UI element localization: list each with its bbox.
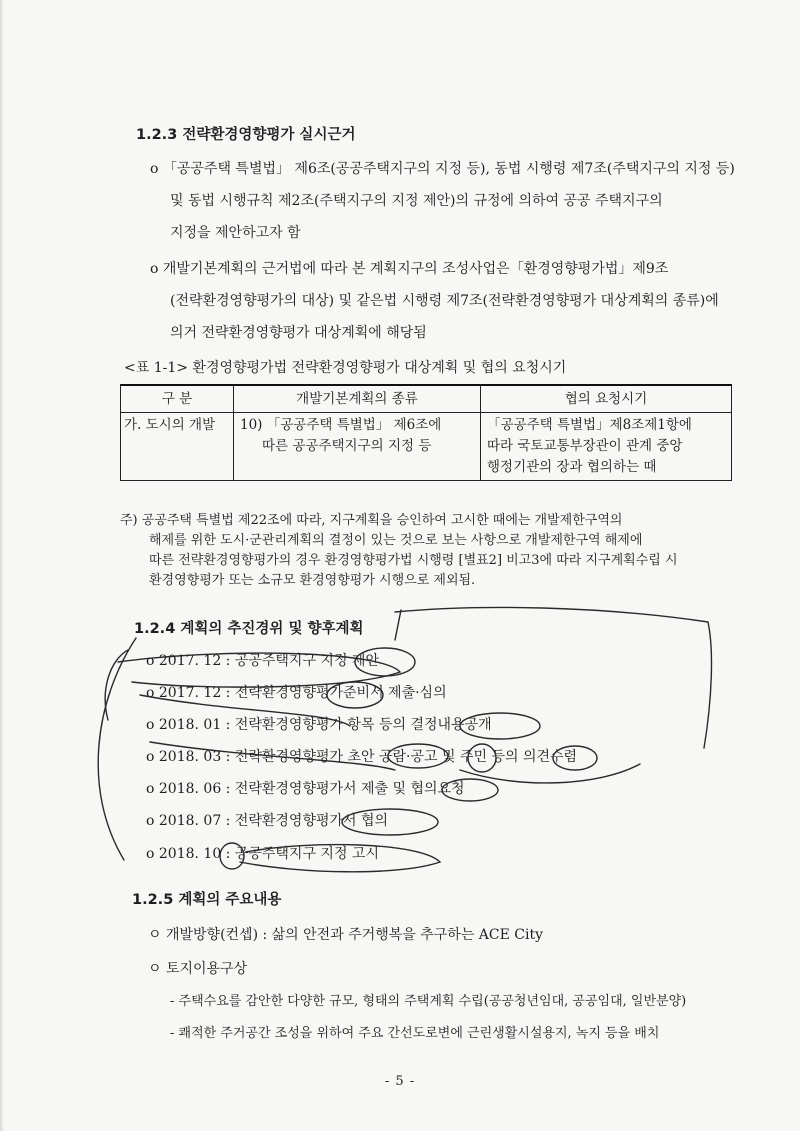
page-number: - 5 - <box>384 1074 416 1089</box>
schedule-item-6: o 2018. 07 : 전략환경영향평가서 협의 <box>146 813 389 829</box>
schedule-item-1: o 2017. 12 : 공공주택지구 지정 제안 <box>146 653 379 669</box>
note-line1: 주) 공공주택 특별법 제22조에 따라, 지구계획을 승인하여 고시한 때에는 개발제한구역의 <box>120 513 623 528</box>
table-row <box>121 413 732 481</box>
schedule-item-4: o 2018. 03 : 전략환경영향평가 초안 공람·공고 및 주민 등의 의견수렴 <box>146 749 578 765</box>
section-125-title: 1.2.5 계획의 주요내용 <box>132 892 282 908</box>
table-cell-timing-line2: 따라 국토교통부장관이 관계 중앙 <box>487 438 683 454</box>
section-123-bullet2-line3: 의거 전략환경영향평가 대상계획에 해당됨 <box>170 325 427 341</box>
table-header-category: 구 분 <box>121 385 234 413</box>
plan-table <box>120 384 732 481</box>
section-123-bullet1-line2: 및 동법 시행규칙 제2조(주택지구의 지정 제안)의 규정에 의하여 공공 주택지구의 <box>170 193 663 209</box>
table-cell-timing-line1: 「공공주택 특별법」제8조제1항에 <box>487 417 692 433</box>
section-125-bullet1: ㅇ 개발방향(컨셉) : 삶의 안전과 주거행복을 추구하는 ACE City <box>148 927 544 943</box>
table-cell-timing <box>481 413 732 481</box>
note-line2: 해제를 위한 도시·군관리계획의 결정이 있는 것으로 보는 사항으로 개발제한구역 해제에 <box>149 533 643 548</box>
ink-left-curve <box>98 638 136 860</box>
table-cell-type-line1: 10) 「공공주택 특별법」 제6조에 <box>240 417 442 433</box>
table-cell-timing-line3: 행정기관의 장과 협의하는 때 <box>487 459 657 475</box>
table-cell-type-line2: 따른 공공주택지구의 지정 등 <box>262 438 432 454</box>
schedule-item-5: o 2018. 06 : 전략환경영향평가서 제출 및 협의요청 <box>146 781 465 797</box>
section-125-sub2: - 쾌적한 주거공간 조성을 위하여 주요 간선도로변에 근린생활시설용지, 녹지 등을 배치 <box>170 1026 660 1041</box>
table-header-type: 개발기본계획의 종류 <box>234 385 481 413</box>
note-line3: 따른 전략환경영향평가의 경우 환경영향평가법 시행령 [별표2] 비고3에 따라 지구계획수립 시 <box>149 553 678 568</box>
section-124-title: 1.2.4 계획의 추진경위 및 향후계획 <box>134 621 364 637</box>
table-cell-type <box>234 413 481 481</box>
section-123-bullet1-line1: o 「공공주택 특별법」 제6조(공공주택지구의 지정 등), 동법 시행령 제7조(주택지구의 지정 등) <box>150 161 735 177</box>
note-line4: 환경영향평가 또는 소규모 환경영향평가 시행으로 제외됨. <box>149 573 476 588</box>
table-caption: <표 1-1> 환경영향평가법 전략환경영향평가 대상계획 및 협의 요청시기 <box>124 360 567 376</box>
scan-edge-left <box>0 0 4 1131</box>
section-125-sub1: - 주택수요를 감안한 다양한 규모, 형태의 주택계획 수립(공공청년임대, 공공임대, 일반분양) <box>170 994 687 1009</box>
section-123-title: 1.2.3 전략환경영향평가 실시근거 <box>136 127 356 143</box>
section-123-bullet2-line1: o 개발기본계획의 근거법에 따라 본 계획지구의 조성사업은「환경영향평가법」제9조 <box>150 261 669 277</box>
schedule-item-7: o 2018. 10 : 공공주택지구 지정 고시 <box>146 846 379 862</box>
table-cell-category: 가. 도시의 개발 <box>121 413 234 481</box>
schedule-item-3: o 2018. 01 : 전략환경영향평가 항목 등의 결정내용공개 <box>146 717 492 733</box>
section-123-bullet2-line2: (전략환경영향평가의 대상) 및 같은법 시행령 제7조(전략환경영향평가 대상계획의 종류)에 <box>170 293 719 309</box>
table-header-timing: 협의 요청시기 <box>481 385 732 413</box>
schedule-item-2: o 2017. 12 : 전략환경영향평가준비서 제출·심의 <box>146 685 447 701</box>
section-123-bullet1-line3: 지정을 제안하고자 함 <box>170 225 301 241</box>
table-header-row <box>121 385 732 413</box>
section-125-bullet2: ㅇ 토지이용구상 <box>148 961 248 977</box>
